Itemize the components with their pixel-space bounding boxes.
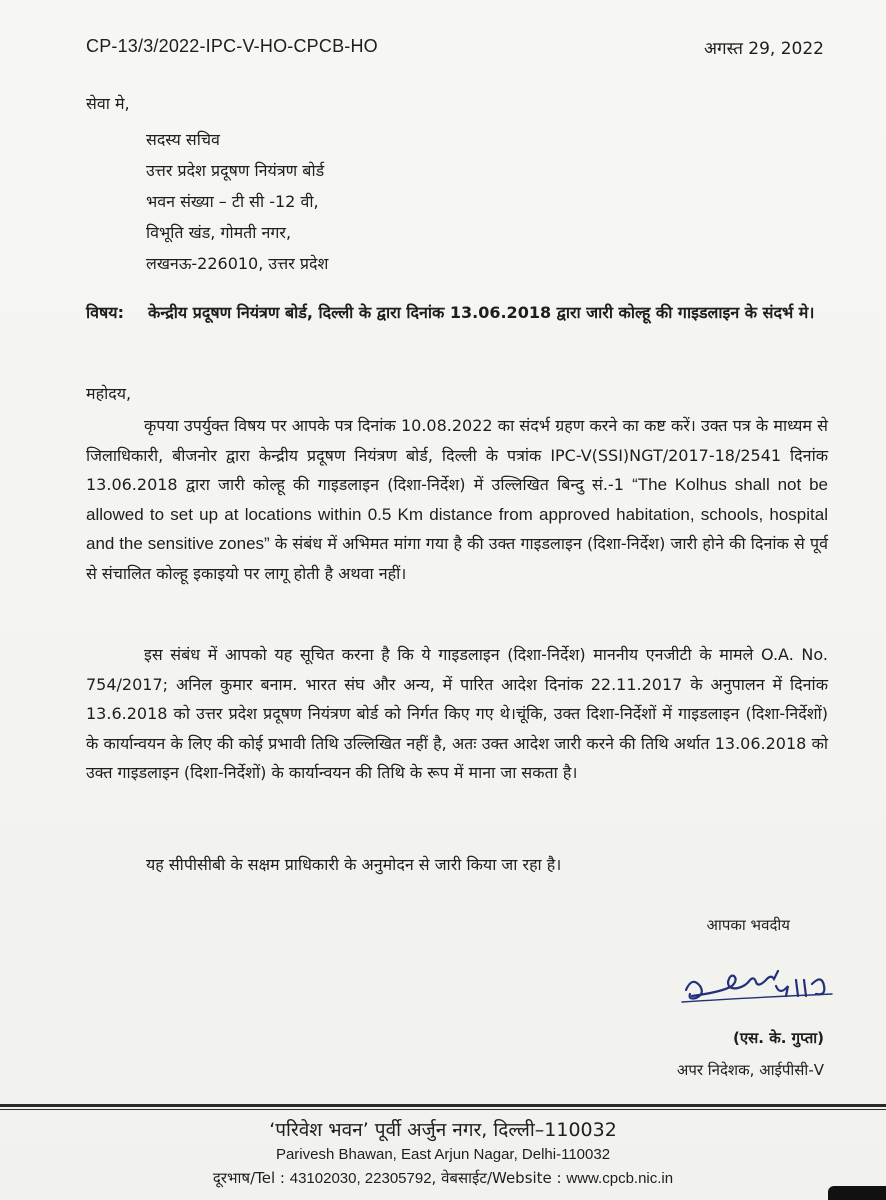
signatory-name: (एस. के. गुप्ता) <box>732 1029 824 1047</box>
scan-corner-mark <box>828 1186 886 1200</box>
footer-address-english: Parivesh Bhawan, East Arjun Nagar, Delhi-110032 <box>275 1146 611 1163</box>
address-line: सदस्य सचिव <box>146 130 220 149</box>
greeting: महोदय, <box>86 384 132 403</box>
salutation-to: सेवा मे, <box>86 94 130 113</box>
footer-contact <box>0 1168 886 1188</box>
recipient-address <box>146 124 328 279</box>
subject-block <box>86 298 826 328</box>
body-paragraph-1 <box>86 411 828 588</box>
address-line: लखनऊ-226010, उत्तर प्रदेश <box>146 254 329 273</box>
para2-text: इस संबंध में आपको यह सूचित करना है कि ये गाइडलाइन (दिशा-निर्देश) माननीय एनजीटी के मामले O.A. No. 754/2017; अनिल कुमार बनाम. भारत संघ और अन्य, में पारित आदेश दिनांक 22.11.2017 के अनुपालन में दिनांक 13.6.2018 को उत्तर प्रदेश प्रदूषण नियंत्रण बोर्ड को निर्गत किए गए थे।चूंकि, उक्त दिशा-निर्देशों में गाइडलाइन (दिशा-निर्देशों) के कार्यान्वयन के लिए की कोई प्रभावी तिथि उल्लिखित नहीं है, अतः उक्त आदेश जारी करने की तिथि अर्थात 13.06.2018 को उक्त गाइडलाइन (दिशा-निर्देशों) के कार्यान्वयन की तिथि के रूप में माना जा सकता है। <box>86 645 828 782</box>
subject-label: विषय: <box>86 303 124 322</box>
body-paragraph-2 <box>86 640 828 788</box>
phone-numbers: 43102030, 22305792 <box>289 1170 432 1187</box>
subject-text: केन्द्रीय प्रदूषण नियंत्रण बोर्ड, दिल्ली के द्वारा दिनांक 13.06.2018 द्वारा जारी कोल्हू की गाइडलाइन के संदर्भ मे। <box>148 303 815 322</box>
website-link[interactable]: www.cpcb.nic.in <box>566 1170 674 1187</box>
website-label: , वेबसाईट/Website : <box>431 1169 567 1187</box>
signature <box>672 960 842 1020</box>
para1-quote: “The Kolhus shall not be allowed to set up at locations within 0.5 Km distance from approved habitation, schools, hospital and the sensitive zones” <box>86 475 828 553</box>
para1-text: कृपया उपर्युक्त विषय पर आपके पत्र दिनांक 10.08.2022 का संदर्भ ग्रहण करने का कष्ट करें। उक्त पत्र के माध्यम से जिलाधिकारी, बीजनोर द्वारा केन्द्रीय प्रदूषण नियंत्रण बोर्ड, दिल्ली के पत्रांक IPC-V(SSI)NGT/2017-18/2541 दिनांक 13.06.2018 द्वारा जारी कोल्हू की गाइडलाइन (दिशा-निर्देश) में उल्लिखित बिन्दु सं.-1 <box>86 416 828 494</box>
footer-divider-thin <box>0 1109 886 1110</box>
letter-date: अगस्त 29, 2022 <box>704 39 824 59</box>
address-line: भवन संख्या – टी सी -12 वी, <box>146 192 319 211</box>
para1-text-end: के संबंध में अभिमत मांगा गया है की उक्त गाइडलाइन (दिशा-निर्देश) जारी होने की दिनांक से पूर्व से संचालित कोल्हू इकाइयो पर लागू होती है अथवा नहीं। <box>86 534 828 583</box>
reference-number: CP-13/3/2022-IPC-V-HO-CPCB-HO <box>86 36 378 56</box>
sign-off: आपका भवदीय <box>706 916 790 934</box>
footer-address-hindi: ‘परिवेश भवन’ पूर्वी अर्जुन नगर, दिल्ली–110032 <box>269 1119 617 1141</box>
address-line: विभूति खंड, गोमती नगर, <box>146 223 292 242</box>
signatory-designation: अपर निदेशक, आईपीसी-V <box>676 1061 824 1079</box>
address-line: उत्तर प्रदेश प्रदूषण नियंत्रण बोर्ड <box>146 161 325 180</box>
phone-label: दूरभाष/Tel : <box>212 1169 290 1187</box>
footer-divider <box>0 1104 886 1107</box>
body-paragraph-3: यह सीपीसीबी के सक्षम प्राधिकारी के अनुमोदन से जारी किया जा रहा है। <box>146 855 562 874</box>
